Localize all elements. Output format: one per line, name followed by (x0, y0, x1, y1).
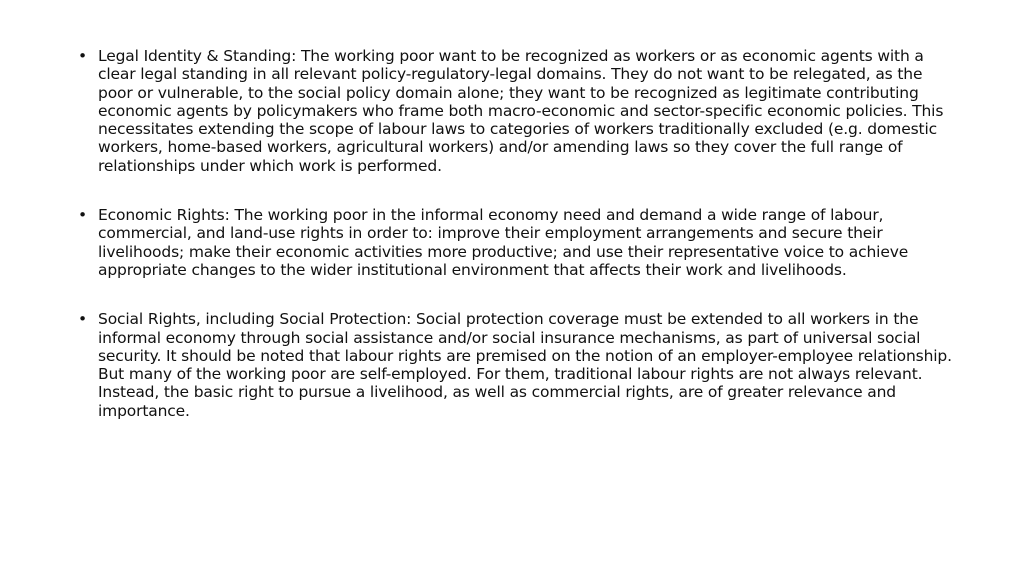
bullet-dot-icon: • (78, 310, 87, 329)
bullet-legal-identity (78, 47, 954, 175)
bullet-text: Legal Identity & Standing: The working poor want to be recognized as workers or as economic agents with a clear legal standing in all relevant policy-regulatory-legal domains. They do not want to be relegated, as the poor or vulnerable, to the social policy domain alone; they want to be recognized as legitimate contributing economic agents by policymakers who frame both macro-economic and sector-specific economic policies. This necessitates extending the scope of labour laws to categories of workers traditionally excluded (e.g. domestic workers, home-based workers, agricultural workers) and/or amending laws so they cover the full range of relationships under which work is performed. (98, 47, 944, 175)
bullet-social-rights (78, 310, 954, 420)
bullet-dot-icon: • (78, 206, 87, 225)
bullet-text: Economic Rights: The working poor in the informal economy need and demand a wide range of labour, commercial, and land-use rights in order to: improve their employment arrangements and secure their livelihoods; make their economic activities more productive; and use their representative voice to achieve appropriate changes to the wider institutional environment that affects their work and livelihoods. (98, 206, 909, 279)
bullet-economic-rights (78, 206, 954, 279)
bullet-list (78, 47, 954, 451)
bullet-text: Social Rights, including Social Protection: Social protection coverage must be extended to all workers in the informal economy through social assistance and/or social insurance mechanisms, as part of universal social security. It should be noted that labour rights are premised on the notion of an employer-employee relationship. But many of the working poor are self-employed. For them, traditional labour rights are not always relevant. Instead, the basic right to pursue a livelihood, as well as commercial rights, are of greater relevance and importance. (98, 310, 952, 420)
bullet-dot-icon: • (78, 47, 87, 65)
